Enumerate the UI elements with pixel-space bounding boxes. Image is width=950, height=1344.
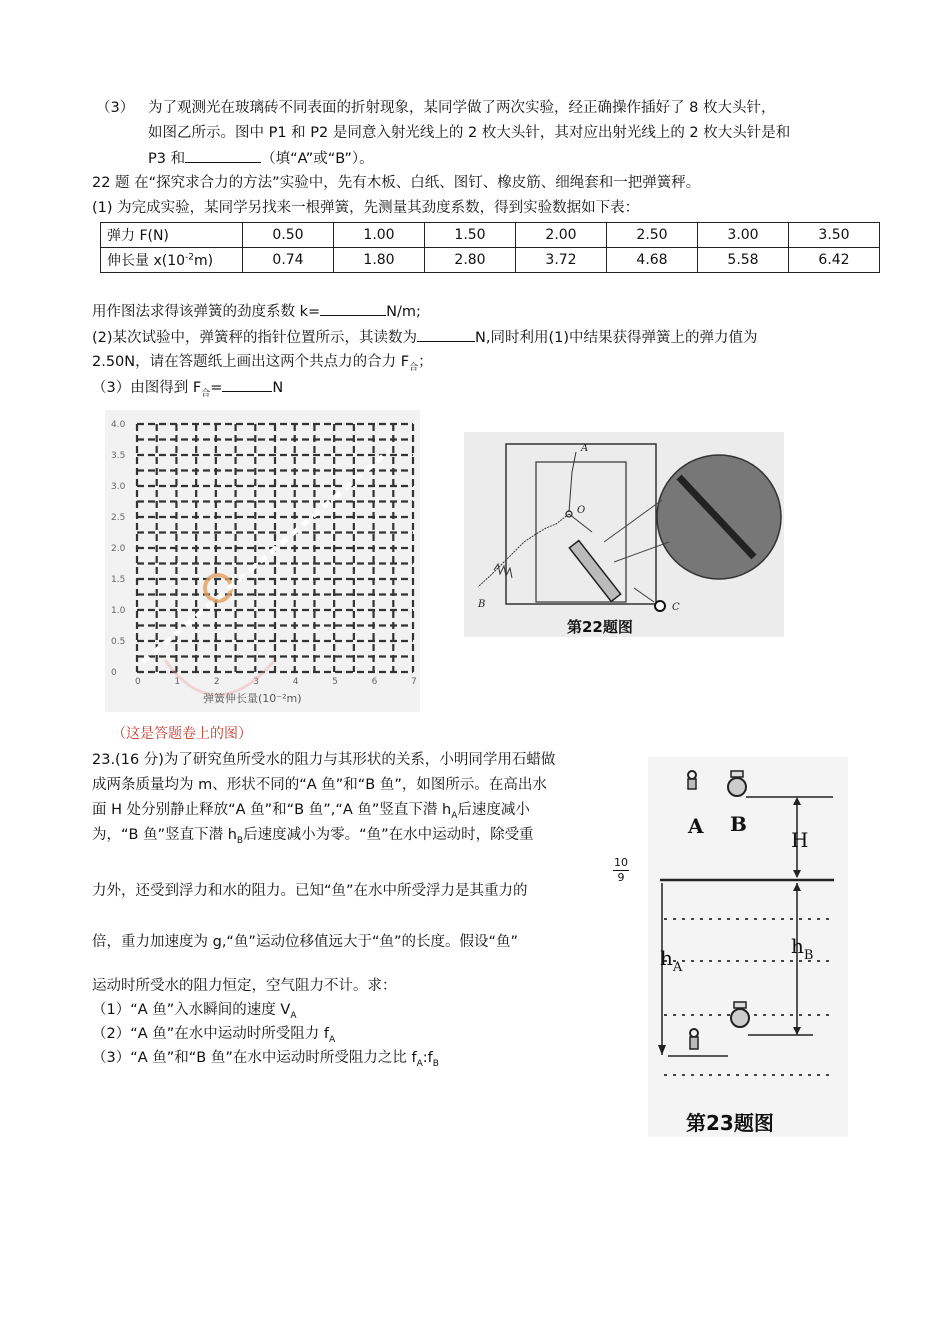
q21-3-line3-text-a: P3 和 <box>148 151 186 167</box>
q23-line7: 运动时所受水的阻力恒定，空气阻力不计。求： <box>92 978 397 994</box>
table-cell: 2.50 <box>607 223 698 248</box>
fig23-label-hb: $h_B$ <box>791 934 814 963</box>
table-cell: 0.74 <box>243 248 334 273</box>
q22-part2-text-d: ； <box>418 354 433 370</box>
q22-k-text: 用作图法求得该弹簧的劲度系数 k= <box>92 304 321 320</box>
q23-line5: 力外，还受到浮力和水的阻力。已知“鱼”在水中所受浮力是其重力的 <box>92 883 528 899</box>
x-tick-label: 1 <box>174 677 181 687</box>
fig22-label-a: A <box>581 443 589 454</box>
fish-b-submerged-icon <box>731 1002 813 1035</box>
q22-k-line <box>92 301 421 322</box>
q22-reading-answer-blank[interactable] <box>417 327 475 342</box>
q22-part2-text-c: 2.50N，请在答题纸上画出这两个共点力的合力 F <box>92 354 410 370</box>
fish-a-submerged-icon <box>668 1029 728 1056</box>
table-cell: 1.80 <box>334 248 425 273</box>
q22-part2-line1 <box>92 327 758 348</box>
graph-x-axis-label: 弹簧伸长量(10⁻²m) <box>203 692 302 705</box>
q22-part3-unit: N <box>272 380 284 396</box>
x-tick-label: 6 <box>371 677 378 687</box>
fig23-label-b: B <box>730 812 747 836</box>
q22-part3-text-a: （3）由图得到 F <box>92 380 202 396</box>
q22-part3-equals: = <box>210 380 223 396</box>
table-cell: 1.00 <box>334 223 425 248</box>
y-tick-label: 1.0 <box>111 606 126 616</box>
table-cell: 5.58 <box>698 248 789 273</box>
q21-3-line2: 如图乙所示。图中 P1 和 P2 是同意入射光线上的 2 枚大头针，其对应出射光线上的 2 枚大头针是和 <box>148 125 791 141</box>
table-cell: 3.72 <box>516 248 607 273</box>
q23-line4: 为，“B 鱼”竖直下潜 $h_B$后速度减小为零。“鱼”在水中运动时，除受重 <box>92 827 534 846</box>
x-tick-label: 4 <box>292 677 299 687</box>
q23-figure-svg <box>648 757 848 1137</box>
q22-part2-subscript: 合 <box>409 362 419 373</box>
y-tick-label: 2.5 <box>111 513 126 523</box>
spring-graph <box>105 410 420 712</box>
x-tick-label: 5 <box>332 677 338 687</box>
y-tick-label: 2.0 <box>111 544 126 554</box>
q23-line3: 面 H 处分别静止释放“A 鱼”和“B 鱼”,“A 鱼”竖直下潜 $h_A$后速度减小 <box>92 802 530 821</box>
q23-sub2: （2）“A 鱼”在水中运动时所受阻力 $f_A$ <box>92 1026 336 1045</box>
q21-3-answer-blank[interactable] <box>185 148 261 163</box>
q21-3-line3 <box>148 148 374 169</box>
q22-part1: (1) 为完成实验，某同学另找来一根弹簧，先测量其劲度系数，得到实验数据如下表： <box>92 200 640 216</box>
q22-part2-text-b: N,同时利用(1)中结果获得弹簧上的弹力值为 <box>475 330 758 346</box>
q23-figure <box>648 757 848 1137</box>
buoyancy-fraction <box>613 856 629 885</box>
table-row <box>101 248 880 273</box>
q23-line1: 23.(16 分)为了研究鱼所受水的阻力与其形状的关系，小明同学用石蜡做 <box>92 752 556 768</box>
q23-sub1: （1）“A 鱼”入水瞬间的速度 $V_A$ <box>92 1002 297 1021</box>
table-row-label-force: 弹力 F(N) <box>101 223 243 248</box>
table-cell: 3.00 <box>698 223 789 248</box>
fig23-label-a: A <box>688 814 704 838</box>
fish-b-icon <box>728 771 746 796</box>
q22-part3-subscript: 合 <box>201 388 211 399</box>
y-tick-label: 3.0 <box>111 482 126 492</box>
q22-part2-text-a: (2)某次试验中，弹簧秤的指针位置所示，其读数为 <box>92 330 418 346</box>
spring-graph-svg <box>105 410 420 712</box>
table-cell: 2.80 <box>425 248 516 273</box>
table-cell: 6.42 <box>789 248 880 273</box>
fig22-label-o: O <box>577 505 586 516</box>
q21-3-number: （3） <box>96 100 135 116</box>
q22-figure <box>464 432 784 637</box>
q23-sub3: （3）“A 鱼”和“B 鱼”在水中运动时所受阻力之比 $f_A:f_B$ <box>92 1050 439 1069</box>
y-tick-label: 0 <box>111 668 117 678</box>
fig23-title: 第23题图 <box>686 1111 774 1135</box>
q21-3-line3-text-b: （填“A”或“B”）。 <box>261 151 374 167</box>
fig22-label-c: C <box>672 602 680 613</box>
q21-3-line1: 为了观测光在玻璃砖不同表面的折射现象，某同学做了两次实验，经正确操作插好了 8 枚大头针， <box>148 100 776 116</box>
spring-data-table <box>100 222 880 273</box>
x-tick-label: 7 <box>411 677 417 687</box>
fraction-denominator: 9 <box>617 871 625 884</box>
y-tick-label: 4.0 <box>111 420 126 430</box>
fig23-label-ha: $h_A$ <box>660 946 683 975</box>
y-tick-label: 3.5 <box>111 451 126 461</box>
fig23-label-h: H <box>791 828 809 852</box>
fraction-numerator: 10 <box>614 856 628 869</box>
graph-caption: （这是答题卷上的图） <box>112 726 252 742</box>
y-tick-label: 1.5 <box>111 575 126 585</box>
x-tick-label: 3 <box>253 677 260 687</box>
q22-k-unit: N/m; <box>386 304 421 320</box>
q22-figure-svg <box>464 432 784 637</box>
fig22-label-b: B <box>478 599 486 610</box>
q22-part2-line2 <box>92 352 433 378</box>
y-tick-label: 0.5 <box>111 637 126 647</box>
q23-line6: 倍，重力加速度为 g,“鱼”运动位移值远大于“鱼”的长度。假设“鱼” <box>92 934 518 950</box>
q23-line2: 成两条质量均为 m、形状不同的“A 鱼”和“B 鱼”，如图所示。在高出水 <box>92 777 547 793</box>
fig22-title: 第22题图 <box>567 618 633 636</box>
table-cell: 1.50 <box>425 223 516 248</box>
q22-resultant-answer-blank[interactable] <box>222 377 272 392</box>
q22-intro: 22 题 在“探究求合力的方法”实验中，先有木板、白纸、图钉、橡皮筋、细绳套和一把弹簧秤。 <box>92 175 701 191</box>
table-row-label-extension: 伸长量 $x(10^{-2}m)$ <box>101 248 243 273</box>
table-cell: 3.50 <box>789 223 880 248</box>
table-row <box>101 223 880 248</box>
q22-part3-line <box>92 377 283 404</box>
fish-a-icon <box>688 771 696 789</box>
table-cell: 4.68 <box>607 248 698 273</box>
q22-k-answer-blank[interactable] <box>320 301 386 316</box>
table-cell: 2.00 <box>516 223 607 248</box>
x-tick-label: 2 <box>213 677 220 687</box>
table-cell: 0.50 <box>243 223 334 248</box>
x-tick-label: 0 <box>135 677 141 687</box>
